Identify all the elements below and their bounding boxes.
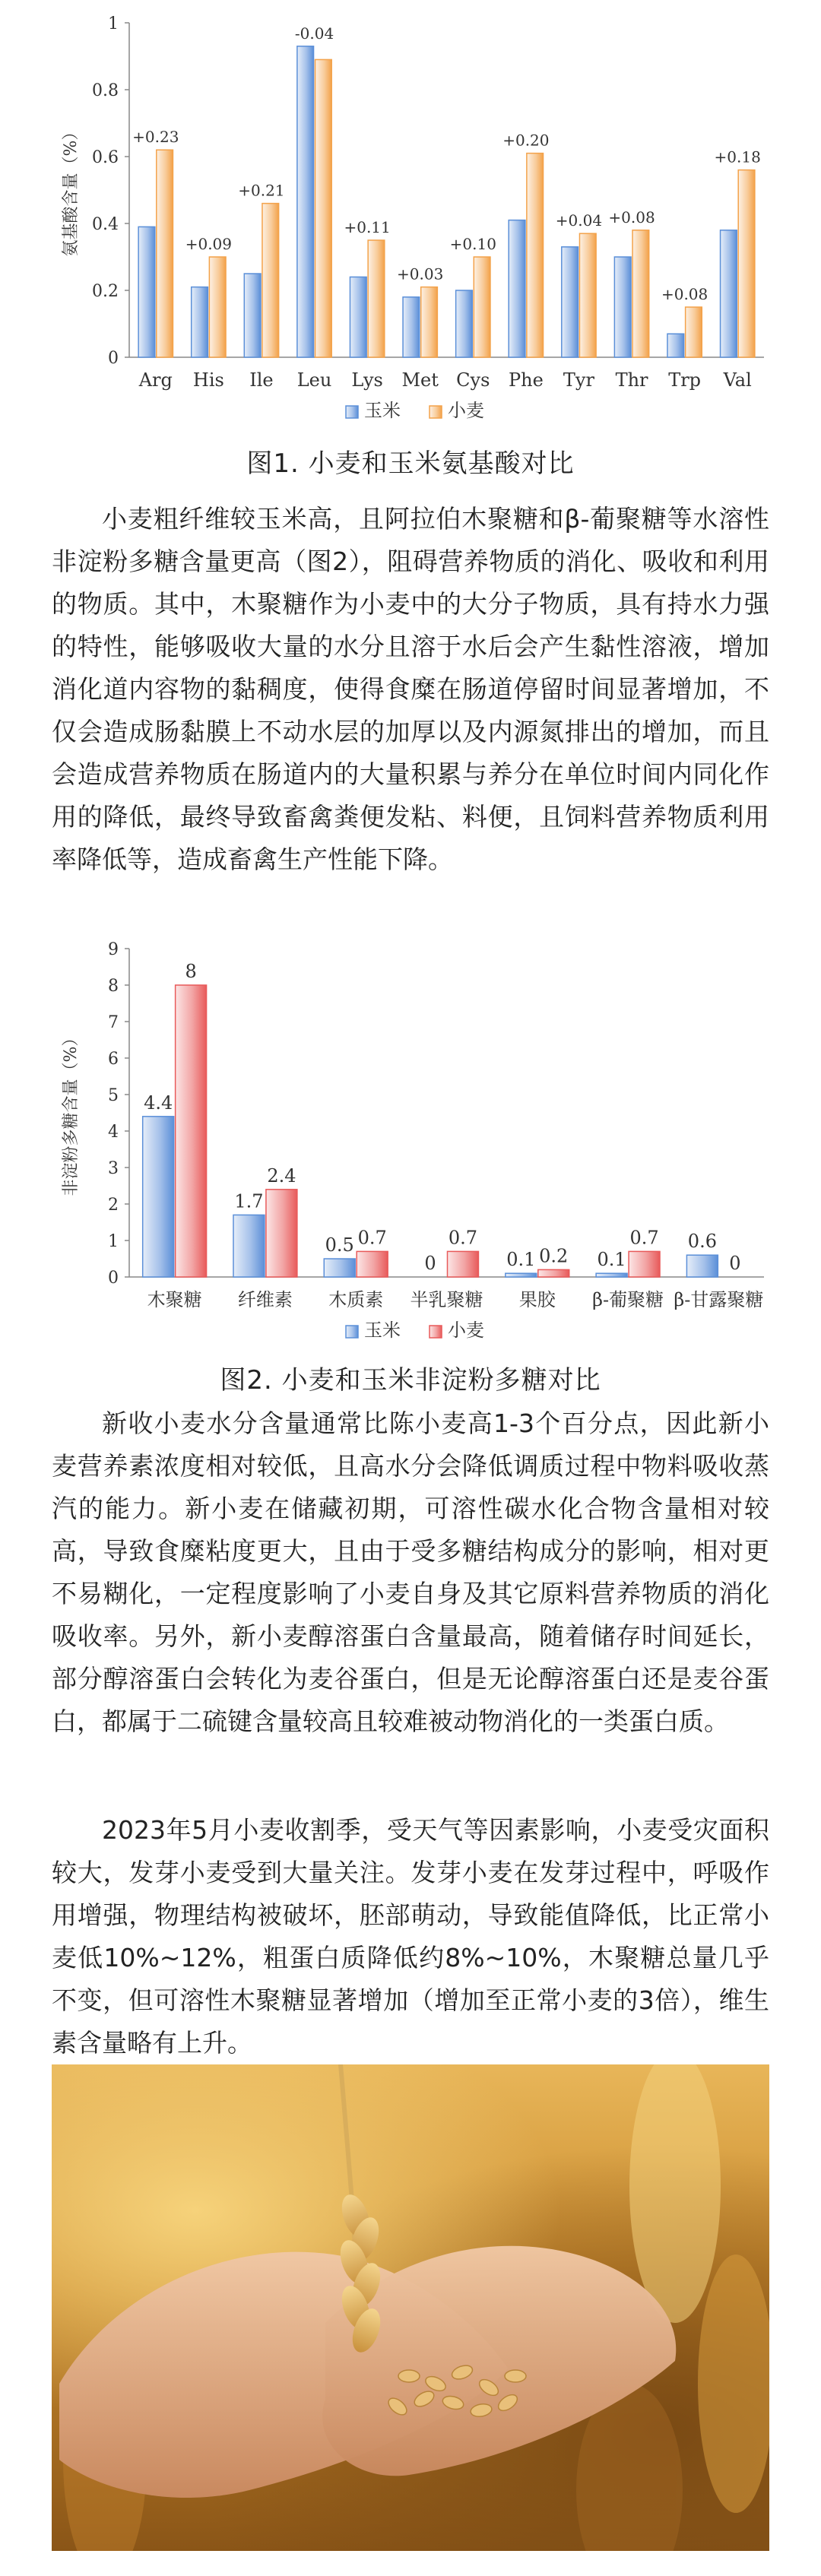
data-label: 0.6	[687, 1231, 717, 1253]
figure2-caption: 图2. 小麦和玉米非淀粉多糖对比	[220, 1365, 601, 1396]
x-tick-label: β-葡聚糖	[592, 1289, 664, 1310]
x-tick-label: Met	[401, 369, 439, 391]
wheat-photo-illustration	[52, 2064, 769, 2551]
x-tick-label: Arg	[138, 369, 173, 391]
x-tick-label: Cys	[456, 369, 490, 391]
bar-wheat	[176, 985, 207, 1277]
diff-annotation: +0.18	[714, 147, 761, 166]
bar-corn	[562, 247, 579, 357]
x-tick-label: 纤维素	[237, 1289, 293, 1310]
legend-swatch	[346, 1326, 358, 1338]
bar-corn	[403, 297, 420, 357]
x-tick-label: Tyr	[563, 369, 594, 391]
bar-corn	[686, 1255, 718, 1277]
paragraph-2: 新收小麦水分含量通常比陈小麦高1-3个百分点，因此新小麦营养素浓度相对较低，且高水分会降低调质过程中物料吸收蒸汽的能力。新小麦在储藏初期，可溶性碳水化合物含量相对较高，导致食糜粘度更大，且由于受多糖结构成分的影响，相对更不易糊化，一定程度影响了小麦自身及其它原料营养物质的消化吸收率。另外，新小麦醇溶蛋白含量最高，随着储存时间延长，部分醇溶蛋白会转化为麦谷蛋白，但是无论醇溶蛋白还是麦谷蛋白，都属于二硫键含量较高且较难被动物消化的一类蛋白质。	[52, 1408, 769, 1736]
bar-corn	[138, 227, 155, 357]
y-tick-label: 6	[108, 1050, 119, 1069]
data-label: 0.7	[629, 1227, 659, 1249]
bar-corn	[143, 1117, 174, 1277]
data-label: 0	[729, 1253, 741, 1274]
bar-corn	[350, 277, 366, 357]
diff-annotation: +0.10	[449, 235, 496, 253]
bar-wheat	[527, 154, 544, 357]
amino-acid-chart-svg	[0, 0, 821, 426]
x-tick-label: Phe	[508, 369, 544, 391]
bar-wheat	[738, 170, 755, 357]
y-tick-label: 2	[108, 1196, 119, 1215]
y-tick-label: 0.8	[92, 81, 119, 100]
y-tick-label: 0.2	[92, 282, 119, 301]
y-tick-label: 0.6	[92, 148, 119, 167]
bar-corn	[324, 1259, 355, 1277]
x-tick-label: Trp	[668, 369, 702, 391]
diff-annotation: +0.11	[344, 218, 391, 236]
bar-corn	[456, 290, 473, 357]
nsp-chart	[0, 920, 821, 1345]
legend-label: 小麦	[448, 1320, 484, 1341]
legend-label: 玉米	[364, 400, 401, 421]
x-tick-label: Leu	[296, 369, 332, 391]
y-tick-label: 1	[108, 1232, 119, 1251]
y-axis-title: 非淀粉多糖含量（%）	[62, 1029, 81, 1196]
diff-annotation: +0.09	[185, 235, 233, 253]
bar-corn	[721, 230, 737, 357]
paragraph-1: 小麦粗纤维较玉米高，且阿拉伯木聚糖和β-葡聚糖等水溶性非淀粉多糖含量更高（图2），阻碍营养物质的消化、吸收和利用的物质。其中，木聚糖作为小麦中的大分子物质，具有持水力强的特性，能够吸收大量的水分且溶于水后会产生黏性溶液，增加消化道内容物的黏稠度，使得食糜在肠道停留时间显著增加，不仅会造成肠黏膜上不动水层的加厚以及内源氮排出的增加，而且会造成营养物质在肠道内的大量积累与养分在单位时间内同化作用的降低，最终导致畜禽粪便发粘、料便，且饲料营养物质利用率降低等，造成畜禽生产性能下降。	[52, 504, 769, 874]
y-tick-label: 9	[108, 940, 119, 959]
bar-wheat	[421, 287, 438, 357]
data-label: 8	[185, 961, 197, 982]
bar-corn	[192, 287, 208, 357]
x-tick-label: 半乳聚糖	[410, 1289, 483, 1310]
bar-wheat	[538, 1269, 569, 1277]
bar-wheat	[315, 59, 332, 357]
bar-wheat	[357, 1251, 388, 1277]
diff-annotation: +0.08	[608, 208, 655, 227]
bar-wheat	[266, 1190, 297, 1277]
bar-wheat	[368, 240, 385, 357]
bar-wheat	[448, 1251, 479, 1277]
data-label: 0.5	[325, 1234, 354, 1256]
x-tick-label: His	[192, 369, 224, 391]
data-label: 0.2	[539, 1245, 569, 1267]
y-tick-label: 8	[108, 977, 119, 996]
x-tick-label: 木聚糖	[147, 1289, 202, 1310]
bar-corn	[509, 220, 525, 357]
legend-swatch	[346, 406, 358, 418]
x-tick-label: 果胶	[518, 1289, 556, 1310]
y-tick-label: 3	[108, 1159, 119, 1178]
y-tick-label: 5	[108, 1086, 119, 1105]
diff-annotation: +0.04	[555, 211, 603, 230]
x-tick-label: 木质素	[328, 1289, 384, 1310]
wheat-grains-in-hands-photo	[52, 2064, 769, 2551]
y-tick-label: 1	[108, 14, 119, 33]
paragraph-3: 2023年5月小麦收割季，受天气等因素影响，小麦受灾面积较大，发芽小麦受到大量关注。发芽小麦在发芽过程中，呼吸作用增强，物理结构被破坏，胚部萌动，导致能值降低，比正常小麦低10%~12%，粗蛋白质降低约8%~10%，木聚糖总量几乎不变，但可溶性木聚糖显著增加（增加至正常小麦的3倍），维生素含量略有上升。	[52, 1815, 769, 2058]
y-tick-label: 4	[108, 1123, 119, 1142]
legend-swatch	[430, 1326, 442, 1338]
amino-acid-chart	[0, 0, 821, 426]
x-tick-label: Ile	[249, 369, 274, 391]
y-axis-title: 氨基酸含量（%）	[62, 123, 81, 257]
data-label: 0.1	[506, 1249, 536, 1271]
data-label: 0.7	[448, 1227, 478, 1249]
nsp-chart-svg	[0, 920, 821, 1345]
bar-wheat	[474, 257, 490, 357]
bar-wheat	[157, 150, 173, 357]
x-tick-label: Val	[723, 369, 752, 391]
bar-wheat	[262, 204, 279, 357]
diff-annotation: +0.20	[502, 131, 550, 150]
x-tick-label: β-甘露聚糖	[674, 1289, 764, 1310]
bar-wheat	[629, 1251, 660, 1277]
legend-swatch	[430, 406, 442, 418]
bar-corn	[667, 334, 684, 357]
y-tick-label: 0	[108, 349, 119, 368]
bar-corn	[244, 274, 261, 357]
diff-annotation: +0.03	[397, 265, 444, 284]
diff-annotation: +0.21	[238, 181, 285, 200]
data-label: 0.1	[597, 1249, 626, 1271]
y-tick-label: 0.4	[92, 215, 119, 234]
data-label: 2.4	[267, 1164, 296, 1187]
diff-annotation: +0.08	[661, 285, 708, 303]
diff-annotation: -0.04	[294, 24, 334, 43]
legend-label: 玉米	[364, 1320, 401, 1341]
bar-corn	[506, 1273, 537, 1277]
bar-corn	[614, 257, 631, 357]
bar-corn	[233, 1215, 265, 1277]
x-tick-label: Thr	[615, 369, 648, 391]
bar-wheat	[632, 230, 649, 357]
y-tick-label: 0	[108, 1269, 119, 1288]
x-tick-label: Lys	[351, 369, 383, 391]
bar-wheat	[209, 257, 226, 357]
diff-annotation: +0.23	[132, 128, 179, 147]
bar-corn	[297, 46, 314, 357]
bar-wheat	[686, 307, 702, 357]
y-tick-label: 7	[108, 1013, 119, 1032]
bar-corn	[596, 1273, 627, 1277]
legend-label: 小麦	[448, 400, 484, 421]
bar-wheat	[579, 233, 596, 357]
figure1-caption: 图1. 小麦和玉米氨基酸对比	[246, 448, 575, 479]
data-label: 0	[424, 1253, 436, 1274]
data-label: 1.7	[234, 1190, 264, 1212]
data-label: 0.7	[357, 1227, 387, 1249]
data-label: 4.4	[144, 1092, 173, 1114]
